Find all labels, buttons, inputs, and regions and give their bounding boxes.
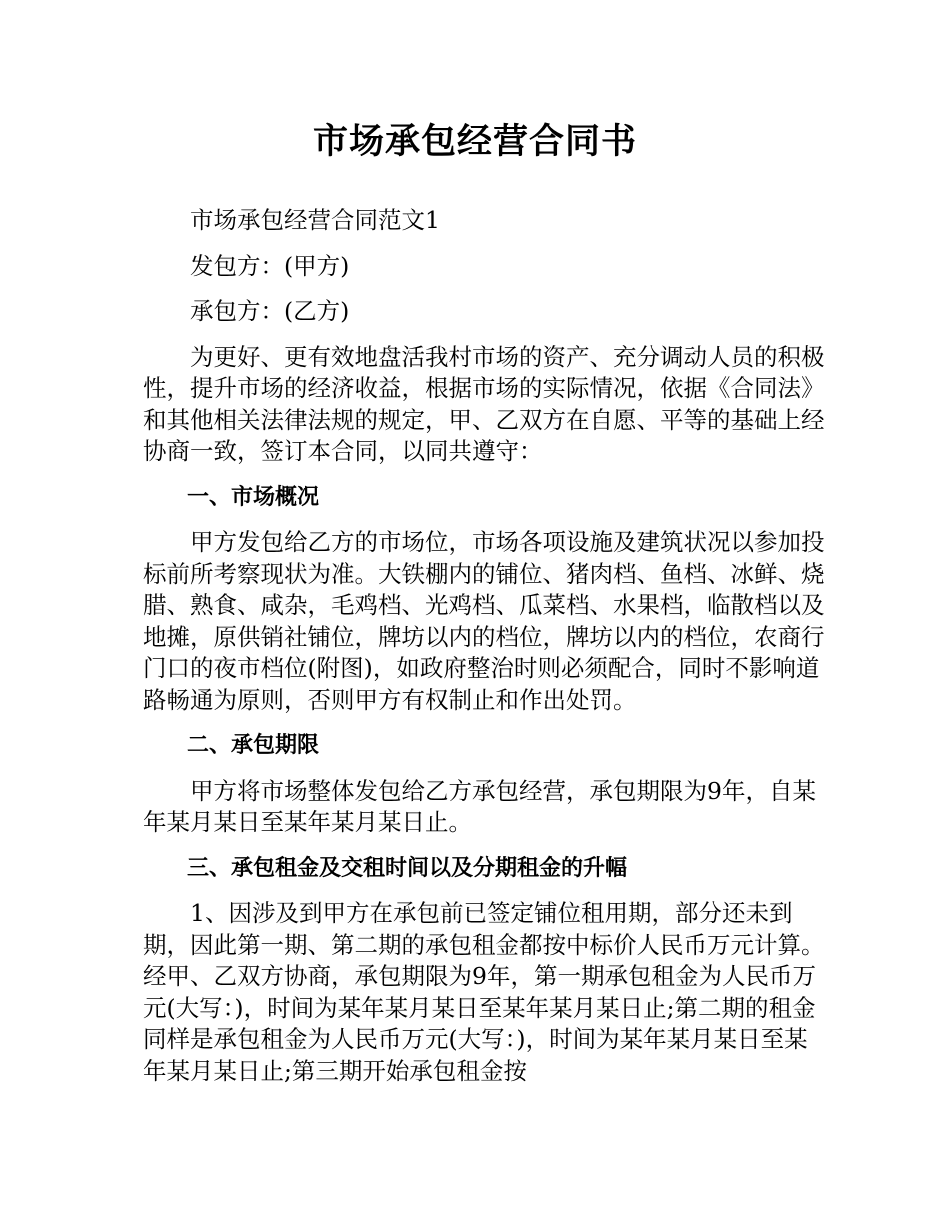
section-heading-rent: 三、承包租金及交租时间以及分期租金的升幅 bbox=[187, 855, 628, 881]
party-b-line: 承包方：(乙方) bbox=[190, 297, 350, 325]
section-body-market-overview: 甲方发包给乙方的市场位，市场各项设施及建筑状况以参加投标前所考察现状为准。大铁棚内的铺位、猪肉档、鱼档、冰鲜、烧腊、熟食、咸杂，毛鸡档、光鸡档、瓜菜档、水果档，临散档以及地摊，原供销社铺位，牌坊以内的档位，牌坊以内的档位，农商行门口的夜市档位(附图)，如政府整治时则必须配合，同时不影响道路畅通为原则，否则甲方有权制止和作出处罚。 bbox=[143, 528, 825, 714]
section-body-rent: 1、因涉及到甲方在承包前已签定铺位租用期，部分还未到期，因此第一期、第二期的承包租金都按中标价人民币万元计算。经甲、乙双方协商，承包期限为9年，第一期承包租金为人民币万元(大写：)，时间为某年某月某日至某年某月某日止;第二期的租金同样是承包租金为人民币万元(大写：)，时间为某年某月某日至某年某月某日止;第三期开始承包租金按 bbox=[143, 899, 825, 1085]
document-body bbox=[143, 200, 825, 1087]
document-subtitle: 市场承包经营合同范文1 bbox=[190, 206, 440, 234]
party-a-line: 发包方：(甲方) bbox=[190, 251, 350, 280]
section-heading-market-overview: 一、市场概况 bbox=[187, 484, 320, 510]
preamble-paragraph: 为更好、更有效地盘活我村市场的资产、充分调动人员的积极性，提升市场的经济收益，根据市场的实际情况，依据《合同法》和其他相关法律法规的规定，甲、乙双方在自愿、平等的基础上经协商一致，签订本合同，以同共遵守： bbox=[143, 342, 825, 465]
section-heading-contract-term: 二、承包期限 bbox=[187, 733, 320, 758]
section-body-contract-term: 甲方将市场整体发包给乙方承包经营，承包期限为9年，自某年某月某日至某年某月某日止。 bbox=[143, 776, 816, 836]
document-title: 市场承包经营合同书 bbox=[312, 122, 637, 162]
